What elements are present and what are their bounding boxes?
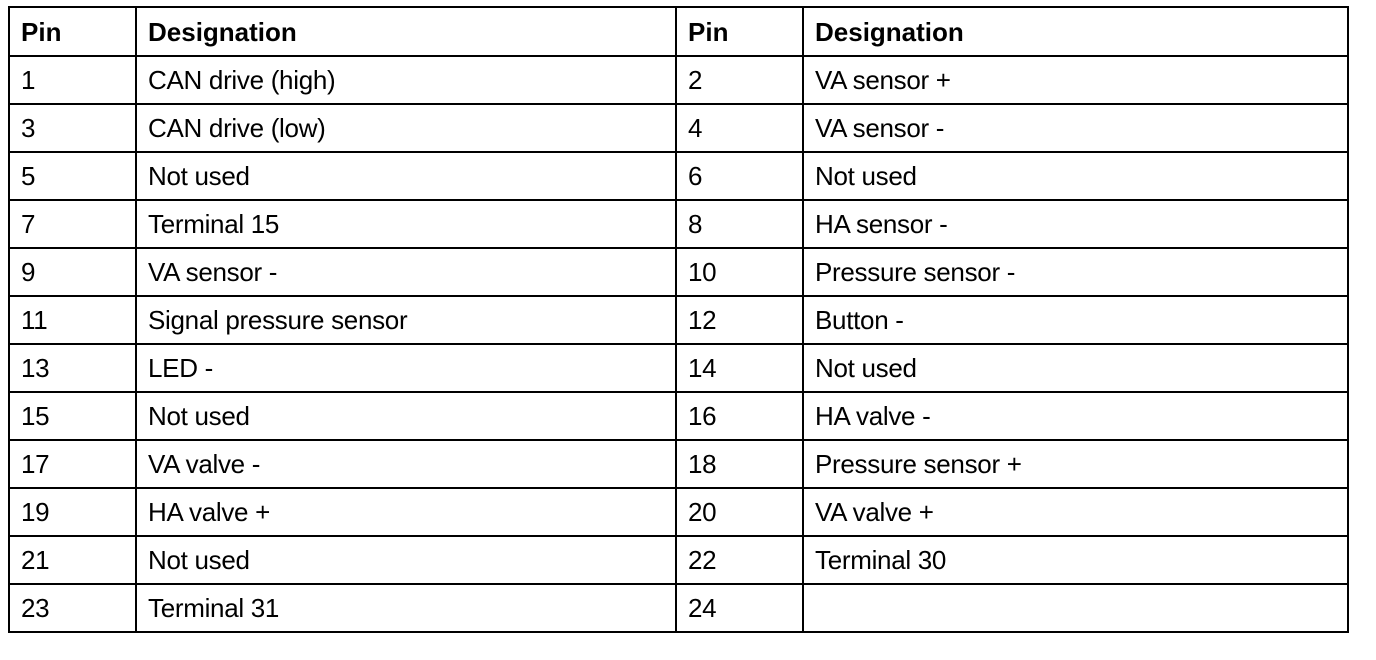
- designation-cell: Terminal 31: [136, 584, 676, 632]
- header-designation-right: Designation: [803, 7, 1348, 56]
- designation-cell: Signal pressure sensor: [136, 296, 676, 344]
- pin-cell: 3: [9, 104, 136, 152]
- designation-cell: VA sensor +: [803, 56, 1348, 104]
- pin-assignment-table: [8, 6, 1349, 633]
- designation-cell: VA sensor -: [136, 248, 676, 296]
- designation-cell: VA valve +: [803, 488, 1348, 536]
- table-row: [9, 392, 1348, 440]
- designation-cell: Not used: [136, 536, 676, 584]
- table-row: [9, 296, 1348, 344]
- designation-cell: [803, 584, 1348, 632]
- table-row: [9, 248, 1348, 296]
- table-row: [9, 56, 1348, 104]
- pin-cell: 20: [676, 488, 803, 536]
- designation-cell: CAN drive (high): [136, 56, 676, 104]
- designation-cell: HA valve +: [136, 488, 676, 536]
- pin-cell: 1: [9, 56, 136, 104]
- table-row: [9, 200, 1348, 248]
- designation-cell: HA sensor -: [803, 200, 1348, 248]
- pin-cell: 10: [676, 248, 803, 296]
- pin-cell: 2: [676, 56, 803, 104]
- designation-cell: Terminal 30: [803, 536, 1348, 584]
- pin-cell: 8: [676, 200, 803, 248]
- pin-cell: 17: [9, 440, 136, 488]
- pin-cell: 5: [9, 152, 136, 200]
- pin-cell: 21: [9, 536, 136, 584]
- pin-cell: 4: [676, 104, 803, 152]
- designation-cell: Not used: [803, 152, 1348, 200]
- pin-cell: 22: [676, 536, 803, 584]
- pin-cell: 14: [676, 344, 803, 392]
- designation-cell: Pressure sensor +: [803, 440, 1348, 488]
- pin-cell: 19: [9, 488, 136, 536]
- pin-cell: 16: [676, 392, 803, 440]
- pin-cell: 13: [9, 344, 136, 392]
- designation-cell: Not used: [136, 152, 676, 200]
- pin-cell: 7: [9, 200, 136, 248]
- table-row: [9, 584, 1348, 632]
- table-row: [9, 536, 1348, 584]
- pin-cell: 9: [9, 248, 136, 296]
- designation-cell: CAN drive (low): [136, 104, 676, 152]
- pin-cell: 24: [676, 584, 803, 632]
- designation-cell: LED -: [136, 344, 676, 392]
- designation-cell: Pressure sensor -: [803, 248, 1348, 296]
- pin-cell: 15: [9, 392, 136, 440]
- header-designation-left: Designation: [136, 7, 676, 56]
- table-header-row: [9, 7, 1348, 56]
- table-row: [9, 488, 1348, 536]
- table-row: [9, 344, 1348, 392]
- designation-cell: VA sensor -: [803, 104, 1348, 152]
- designation-cell: VA valve -: [136, 440, 676, 488]
- designation-cell: HA valve -: [803, 392, 1348, 440]
- designation-cell: Not used: [136, 392, 676, 440]
- designation-cell: Button -: [803, 296, 1348, 344]
- designation-cell: Terminal 15: [136, 200, 676, 248]
- pin-cell: 6: [676, 152, 803, 200]
- table-row: [9, 104, 1348, 152]
- pin-cell: 11: [9, 296, 136, 344]
- pin-cell: 12: [676, 296, 803, 344]
- pin-cell: 18: [676, 440, 803, 488]
- table-row: [9, 152, 1348, 200]
- designation-cell: Not used: [803, 344, 1348, 392]
- pin-cell: 23: [9, 584, 136, 632]
- table-row: [9, 440, 1348, 488]
- header-pin-left: Pin: [9, 7, 136, 56]
- header-pin-right: Pin: [676, 7, 803, 56]
